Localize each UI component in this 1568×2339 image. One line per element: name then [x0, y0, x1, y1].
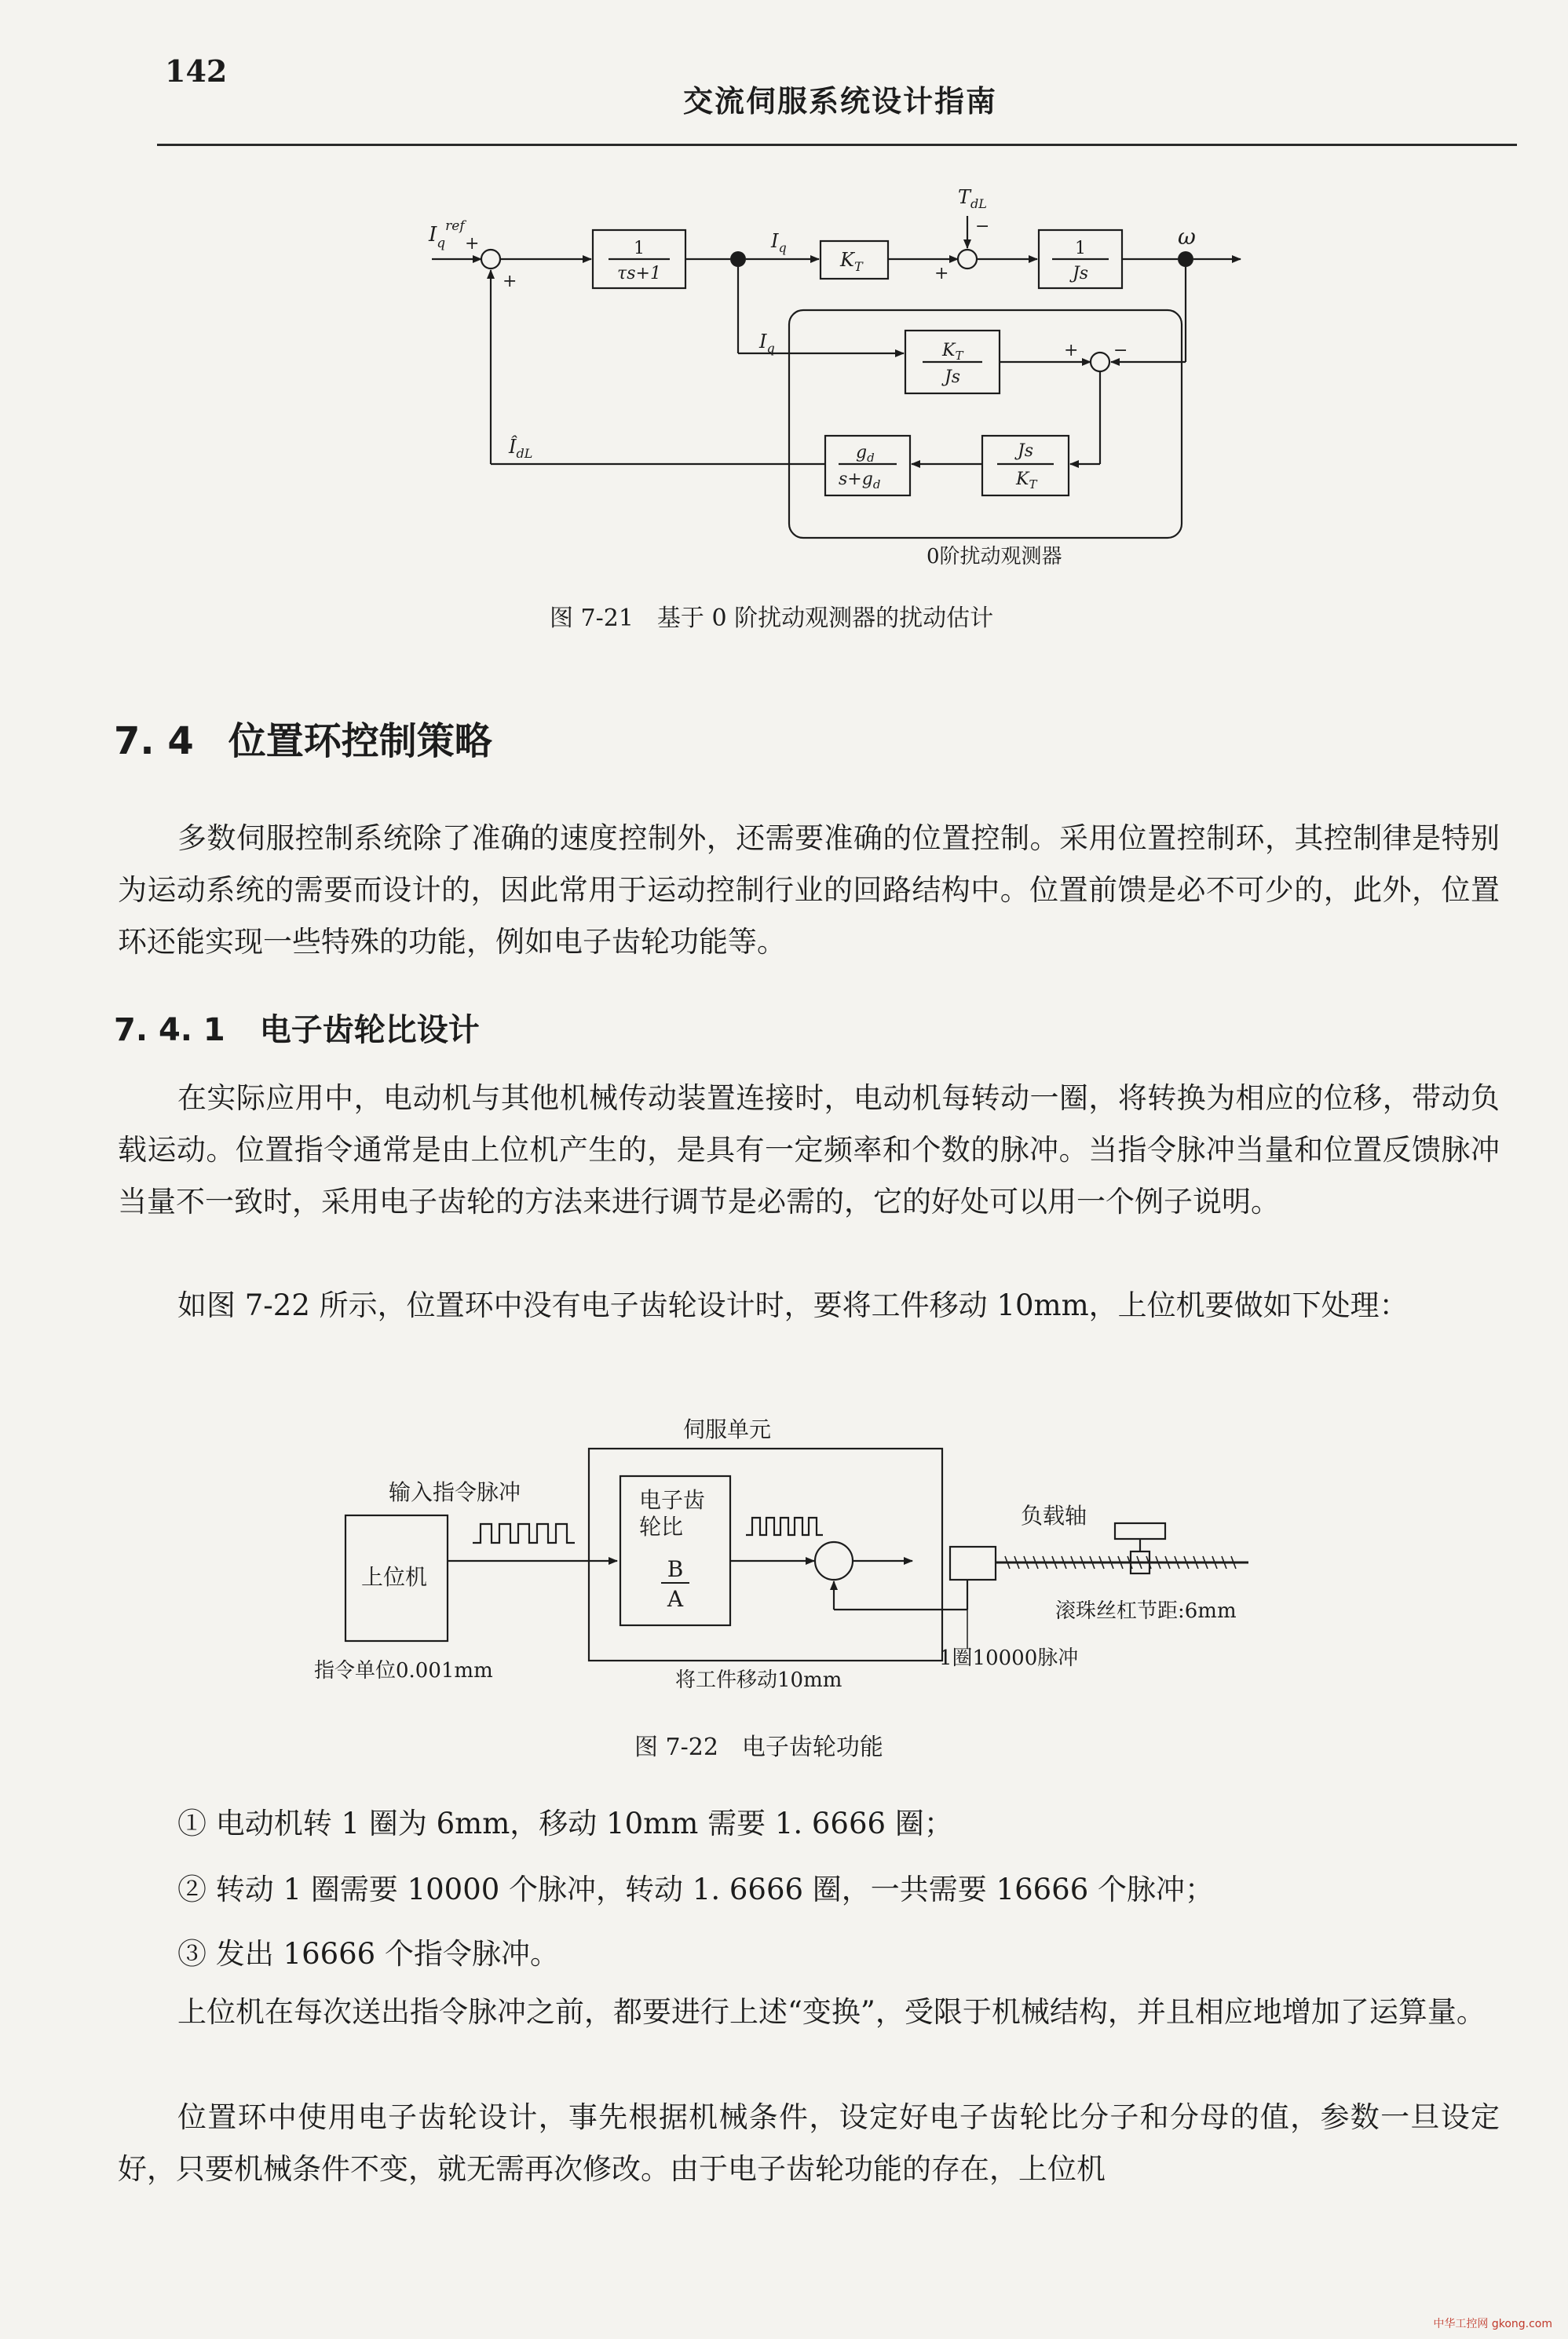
pulses-per-rev-label: 1圈10000脉冲 [939, 1646, 1079, 1670]
gear-diagram-svg [306, 1405, 1288, 1712]
svg-text:+: + [934, 264, 949, 283]
move-work-label: 将工件移动10mm [675, 1668, 842, 1692]
section-title: 位置环控制策略 [228, 719, 492, 763]
pulse-train-input [473, 1524, 575, 1543]
section-number: 7. 4 [114, 719, 194, 763]
svg-text:τs+1: τs+1 [617, 264, 661, 283]
comparator [815, 1542, 853, 1580]
pulse-train-output [746, 1518, 823, 1535]
summing-junction-2 [958, 250, 977, 269]
header-rule [157, 144, 1517, 146]
observer-label: 0阶扰动观测器 [927, 545, 1062, 568]
subsection-title: 电子齿轮比设计 [259, 1012, 480, 1048]
svg-text:1: 1 [634, 239, 645, 258]
figure-7-22 [306, 1405, 1288, 1712]
svg-text:−: − [975, 217, 990, 236]
paragraph-3: 如图 7-22 所示，位置环中没有电子齿轮设计时，要将工件移动 10mm，上位机要做如下处理： [177, 1288, 1409, 1322]
page-number: 142 [165, 53, 228, 89]
servo-unit-label: 伺服单元 [683, 1416, 772, 1442]
command-unit-label: 指令单位0.001mm [314, 1659, 493, 1683]
svg-text:Iq: $I_q$ [759, 331, 775, 356]
subsection-heading [114, 1005, 480, 1050]
load-table [1115, 1523, 1165, 1539]
svg-text:1: 1 [1075, 239, 1086, 258]
svg-text:TdL: $T_{dL}$ [958, 186, 987, 211]
svg-text:Js: Js [944, 367, 961, 387]
figure-7-21-caption: 图 7-21 基于 0 阶扰动观测器的扰动估计 [550, 605, 994, 632]
svg-text:Iq: $I_q$ [771, 230, 787, 255]
svg-text:KT: $K_T$ [840, 249, 863, 274]
list-item-2: ② 转动 1 圈需要 10000 个脉冲，转动 1. 6666 圈，一共需要 16666 个脉冲； [177, 1873, 1215, 1906]
block-diagram-svg [408, 177, 1256, 585]
summing-junction-3 [1091, 353, 1109, 371]
svg-text:gd: $g_d$ [856, 443, 875, 465]
summing-junction-1 [481, 250, 500, 269]
svg-text:s+gd: $s+g_d$ [839, 470, 881, 492]
motor [950, 1547, 996, 1580]
ratio-denominator: A [667, 1586, 684, 1612]
subsection-number: 7. 4. 1 [114, 1012, 225, 1048]
gear-ratio-label-1: 电子齿 [639, 1487, 706, 1513]
gear-ratio-label-2: 轮比 [639, 1514, 684, 1540]
paragraph-2: 在实际应用中，电动机与其他机械传动装置连接时，电动机每转动一圈，将转换为相应的位移，带动负载运动。位置指令通常是由上位机产生的，是具有一定频率和个数的脉冲。当指令脉冲当量和位置反馈脉冲当量不一致时，采用电子齿轮的方法来进行调节是必需的，它的好处可以用一个例子说明。 [118, 1081, 1500, 1219]
svg-text:Js: Js [1072, 264, 1089, 283]
svg-text:ÎdL: $Î_{dL}$ [509, 436, 533, 461]
list-item-3: ③ 发出 16666 个指令脉冲。 [177, 1937, 559, 1971]
ratio-numerator: B [667, 1556, 684, 1582]
ballscrew-label: 滚珠丝杠节距:6mm [1055, 1599, 1237, 1623]
svg-text:Js: Js [1017, 441, 1034, 461]
paragraph-4: 上位机在每次送出指令脉冲之前，都要进行上述“变换”，受限于机械结构，并且相应地增加了运算量。 [177, 1995, 1486, 2029]
watermark: 中华工控网 gkong.com [1433, 2318, 1552, 2330]
svg-text:Iqref: $I_q^{ref}$ [429, 218, 465, 251]
svg-text:ω: ω [1178, 224, 1196, 250]
section-heading [114, 711, 492, 765]
figure-7-22-caption: 图 7-22 电子齿轮功能 [634, 1734, 883, 1761]
paragraph-5: 位置环中使用电子齿轮设计，事先根据机械条件，设定好电子齿轮比分子和分母的值，参数一旦设定好，只要机械条件不变，就无需再次修改。由于电子齿轮功能的存在，上位机 [118, 2100, 1500, 2186]
paragraph-1: 多数伺服控制系统除了准确的速度控制外，还需要准确的位置控制。采用位置控制环，其控制律是特别为运动系统的需要而设计的，因此常用于运动控制行业的回路结构中。位置前馈是必不可少的，此外，位置环还能实现一些特殊的功能，例如电子齿轮功能等。 [118, 821, 1500, 959]
input-pulse-label: 输入指令脉冲 [389, 1479, 521, 1505]
list-item-1: ① 电动机转 1 圈为 6mm，移动 10mm 需要 1. 6666 圈； [177, 1807, 953, 1840]
svg-text:KT: $K_T$ [1016, 470, 1037, 492]
host-label: 上位机 [361, 1564, 428, 1590]
svg-text:+: + [1064, 341, 1079, 360]
figure-7-21 [408, 177, 1256, 585]
svg-text:KT: $K_T$ [942, 341, 963, 363]
load-shaft-label: 负载轴 [1021, 1503, 1087, 1529]
running-title: 交流伺服系统设计指南 [683, 83, 998, 119]
servo-unit-box [589, 1449, 942, 1661]
plus-sign: + [503, 272, 517, 291]
svg-text:−: − [1113, 341, 1128, 360]
plus-sign: + [465, 234, 480, 254]
